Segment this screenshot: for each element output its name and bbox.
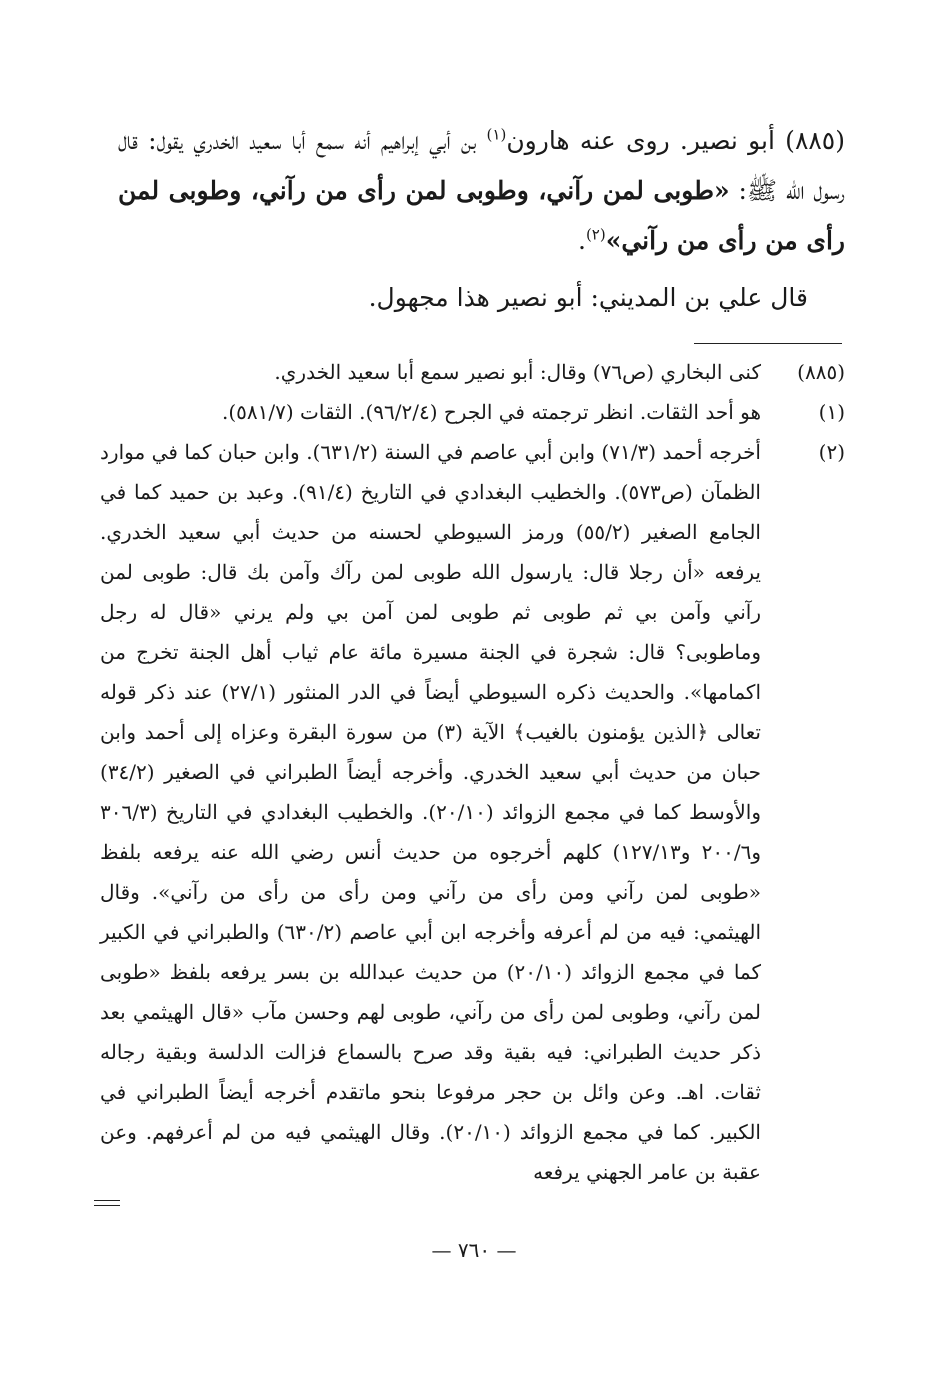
entry-end: . [577,226,586,255]
footnote-separator [694,343,842,344]
entry-text-b: بن أبي إبراهيم أنه سمع أبا سعيد الخدري يقول: قال رسول الله ﷺ: [118,126,845,205]
entry-paragraph [118,116,845,266]
entry-number: (٨٨٥) [785,126,845,155]
footnote [100,352,845,392]
footnote-number: (٨٨٥) [797,360,845,384]
hadith-text: «طوبى لمن رآني، وطوبى لمن رأى من رآني، وطوبى لمن رأى من رأى من رآني» [118,176,845,255]
footnote-text: أخرجه أحمد (٧١/٣) وابن أبي عاصم في السنة (٦٣١/٢). وابن حبان كما في موارد الظمآن (ص٥٧٣). والخطيب البغدادي في التاريخ (٩١/٤). وعبد بن حميد كما في الجامع الصغير (٥٥/٢) ورمز السيوطي لحسنه من حديث أبي سعيد الخدري. يرفعه «أن رجلا قال: يارسول الله طوبى لمن رآك وآمن بك قال: طوبى لمن رآني وآمن بي ثم طوبى ثم طوبى لمن آمن بي ولم يرني «قال له رجل وماطوبى؟ قال: شجرة في الجنة مسيرة مائة عام ثياب أهل الجنة تخرج من اكمامها». والحديث ذكره السيوطي أيضاً في الدر المنثور (٢٧/١) عند ذكر قوله تعالى ﴿الذين يؤمنون بالغيب﴾ الآية (٣) من سورة البقرة وعزاه إلى أحمد وابن حبان من حديث أبي سعيد الخدري. وأخرجه أيضاً الطبراني في الصغير (٣٤/٢) والأوسط كما في مجمع الزوائد (٢٠/١٠). والخطيب البغدادي في التاريخ (٣٠٦/٣ و٢٠٠/٦ و١٢٧/١٣) كلهم أخرجوه من حديث أنس رضي الله عنه يرفعه بلفظ «طوبى لمن رآني ومن رأى من رآني ومن رأى من رأى من رآني». وقال الهيثمي: فيه من لم أعرفه وأخرجه ابن أبي عاصم (٦٣٠/٢) والطبراني في الكبير كما في مجمع الزوائد (٢٠/١٠) من حديث عبدالله بن بسر يرفعه بلفظ «طوبى لمن رآني، وطوبى لمن رأى من رآني، طوبى لهم وحسن مآب «قال الهيثمي بعد ذكر حديث الطبراني: فيه بقية وقد صرح بالسماع فزالت الدلسة وبقية رجاله ثقات. اهـ. وعن وائل بن حجر مرفوعا بنحو ماتقدم أخرجه أيضاً الطبراني في الكبير. كما في مجمع الزوائد (٢٠/١٠). وقال الهيثمي فيه من لم أعرفهم. وعن عقبة بن عامر الجهني يرفعه [100,440,762,1184]
footnote-text: هو أحد الثقات. انظر ترجمته في الجرح (٩٦/٢/٤). الثقات (٥٨١/٧). [221,400,761,424]
critic-quote: قال علي بن المديني: أبو نصير هذا مجهول. [368,283,808,312]
footnote [100,392,845,432]
footnote-ref-2: (٢) [585,225,606,244]
footnote-text: كنى البخاري (ص٧٦) وقال: أبو نصير سمع أبا سعيد الخدري. [274,360,761,384]
page-number: — ٧٦٠ — [431,1238,517,1262]
footnote-number: (١) [818,400,845,424]
footnote-number: (٢) [818,440,845,464]
footnote [100,432,845,1192]
footnote-ref-1: (١) [486,125,507,144]
entry-text-a: أبو نصير. روى عنه هارون [506,126,786,155]
footnotes [100,352,845,1192]
continuation-mark [94,1200,120,1206]
main-entry [118,116,845,266]
